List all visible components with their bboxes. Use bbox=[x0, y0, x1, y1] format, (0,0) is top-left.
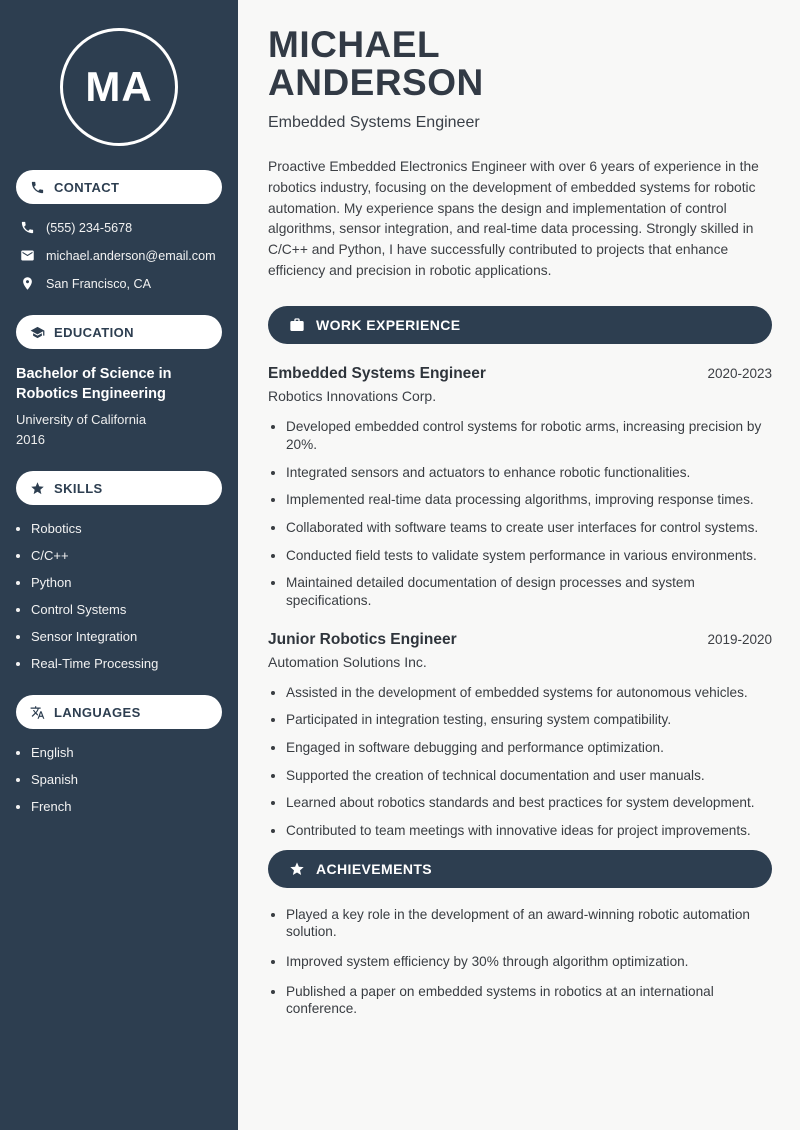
language-item: • Spanish bbox=[31, 772, 224, 787]
job-bullet: • Engaged in software debugging and performance optimization. bbox=[286, 739, 772, 757]
phone-icon bbox=[20, 220, 35, 235]
languages-section-title: LANGUAGES bbox=[54, 704, 141, 720]
job-bullet: • Integrated sensors and actuators to enhance robotic functionalities. bbox=[286, 464, 772, 482]
last-name: ANDERSON bbox=[268, 62, 484, 104]
skills-list bbox=[0, 521, 238, 671]
skills-section-title: SKILLS bbox=[54, 480, 103, 496]
briefcase-icon bbox=[289, 317, 305, 333]
skill-item: • Real-Time Processing bbox=[31, 656, 224, 671]
contact-location bbox=[20, 276, 228, 291]
school-name: University of California bbox=[16, 412, 147, 428]
phone-number: (555) 234-5678 bbox=[46, 220, 133, 235]
professional-summary: Proactive Embedded Electronics Engineer with over 6 years of experience in the robotics industry, focusing on the development of embedded systems for robotic automation. My experience spans the design and implementation of control algorithms, sensor integration, and real-time data processing. Strongly skilled in C/C++ and Python, I have successfully contributed to projects that enhance efficiency and precision in robotic applications. bbox=[268, 159, 759, 278]
job-bullets bbox=[268, 418, 772, 609]
achievements-title: ACHIEVEMENTS bbox=[316, 860, 433, 877]
achievements-list bbox=[268, 906, 772, 1018]
star-icon bbox=[289, 861, 305, 877]
job-bullet: • Maintained detailed documentation of design processes and system specifications. bbox=[286, 574, 772, 609]
contact-email bbox=[20, 248, 228, 263]
job-bullet: • Supported the creation of technical documentation and user manuals. bbox=[286, 767, 772, 785]
job-bullet: • Learned about robotics standards and best practices for system development. bbox=[286, 794, 772, 812]
job-bullet: • Implemented real-time data processing algorithms, improving response times. bbox=[286, 491, 772, 509]
job-dates: 2019-2020 bbox=[707, 631, 772, 647]
job-company: Automation Solutions Inc. bbox=[268, 653, 427, 670]
contact-section-header bbox=[16, 170, 222, 204]
sidebar bbox=[0, 0, 238, 1130]
job-dates: 2020-2023 bbox=[707, 366, 772, 382]
location-text: San Francisco, CA bbox=[46, 276, 151, 291]
skill-item: • Control Systems bbox=[31, 602, 224, 617]
job-bullet: • Participated in integration testing, ensuring system compatibility. bbox=[286, 711, 772, 729]
email-icon bbox=[20, 248, 35, 263]
star-icon bbox=[30, 481, 45, 496]
contact-phone bbox=[20, 220, 228, 235]
job-bullet: • Developed embedded control systems for robotic arms, increasing precision by 20%. bbox=[286, 418, 772, 453]
languages-list bbox=[0, 745, 238, 814]
job-title: Embedded Systems Engineer bbox=[268, 365, 486, 383]
avatar-initials: MA bbox=[85, 63, 153, 110]
resume-main bbox=[238, 0, 800, 1130]
skill-item: • Python bbox=[31, 575, 224, 590]
achievement-bullet: • Played a key role in the development of an award-winning robotic automation solution. bbox=[286, 906, 772, 941]
job-bullet: • Contributed to team meetings with innovative ideas for project improvements. bbox=[286, 822, 772, 840]
education-section-title: EDUCATION bbox=[54, 324, 134, 340]
achievements-banner bbox=[268, 850, 772, 888]
job-bullet: • Conducted field tests to validate system performance in various environments. bbox=[286, 547, 772, 565]
languages-section-header bbox=[16, 695, 222, 729]
location-icon bbox=[20, 276, 35, 291]
job-entry bbox=[268, 365, 772, 609]
language-item: • English bbox=[31, 745, 224, 760]
job-bullet: • Assisted in the development of embedded systems for autonomous vehicles. bbox=[286, 684, 772, 702]
degree-name: Bachelor of Science in Robotics Engineering bbox=[16, 366, 172, 402]
job-entry bbox=[268, 631, 772, 840]
email-address: michael.anderson@email.com bbox=[46, 248, 216, 263]
job-header bbox=[268, 365, 772, 383]
skills-section-header bbox=[16, 471, 222, 505]
translate-icon bbox=[30, 705, 45, 720]
achievement-bullet: • Improved system efficiency by 30% through algorithm optimization. bbox=[286, 953, 772, 971]
job-bullet: • Collaborated with software teams to create user interfaces for control systems. bbox=[286, 519, 772, 537]
job-bullets bbox=[268, 684, 772, 840]
candidate-name bbox=[268, 26, 772, 102]
work-experience-banner bbox=[268, 306, 772, 344]
contact-list bbox=[0, 220, 238, 291]
first-name: MICHAEL bbox=[268, 24, 441, 65]
education-section-header bbox=[16, 315, 222, 349]
achievement-bullet: • Published a paper on embedded systems in robotics at an international conference. bbox=[286, 983, 772, 1018]
graduation-cap-icon bbox=[30, 325, 45, 340]
job-title: Junior Robotics Engineer bbox=[268, 630, 457, 648]
job-header bbox=[268, 631, 772, 649]
skill-item: • C/C++ bbox=[31, 548, 224, 563]
graduation-year: 2016 bbox=[16, 432, 45, 448]
phone-icon bbox=[30, 180, 45, 195]
skill-item: • Robotics bbox=[31, 521, 224, 536]
work-experience-title: WORK EXPERIENCE bbox=[316, 317, 461, 334]
candidate-job-title: Embedded Systems Engineer bbox=[268, 114, 480, 132]
contact-section-title: CONTACT bbox=[54, 179, 120, 195]
language-item: • French bbox=[31, 799, 224, 814]
job-company: Robotics Innovations Corp. bbox=[268, 388, 437, 405]
avatar bbox=[60, 28, 178, 146]
skill-item: • Sensor Integration bbox=[31, 629, 224, 644]
education-entry bbox=[0, 365, 238, 447]
